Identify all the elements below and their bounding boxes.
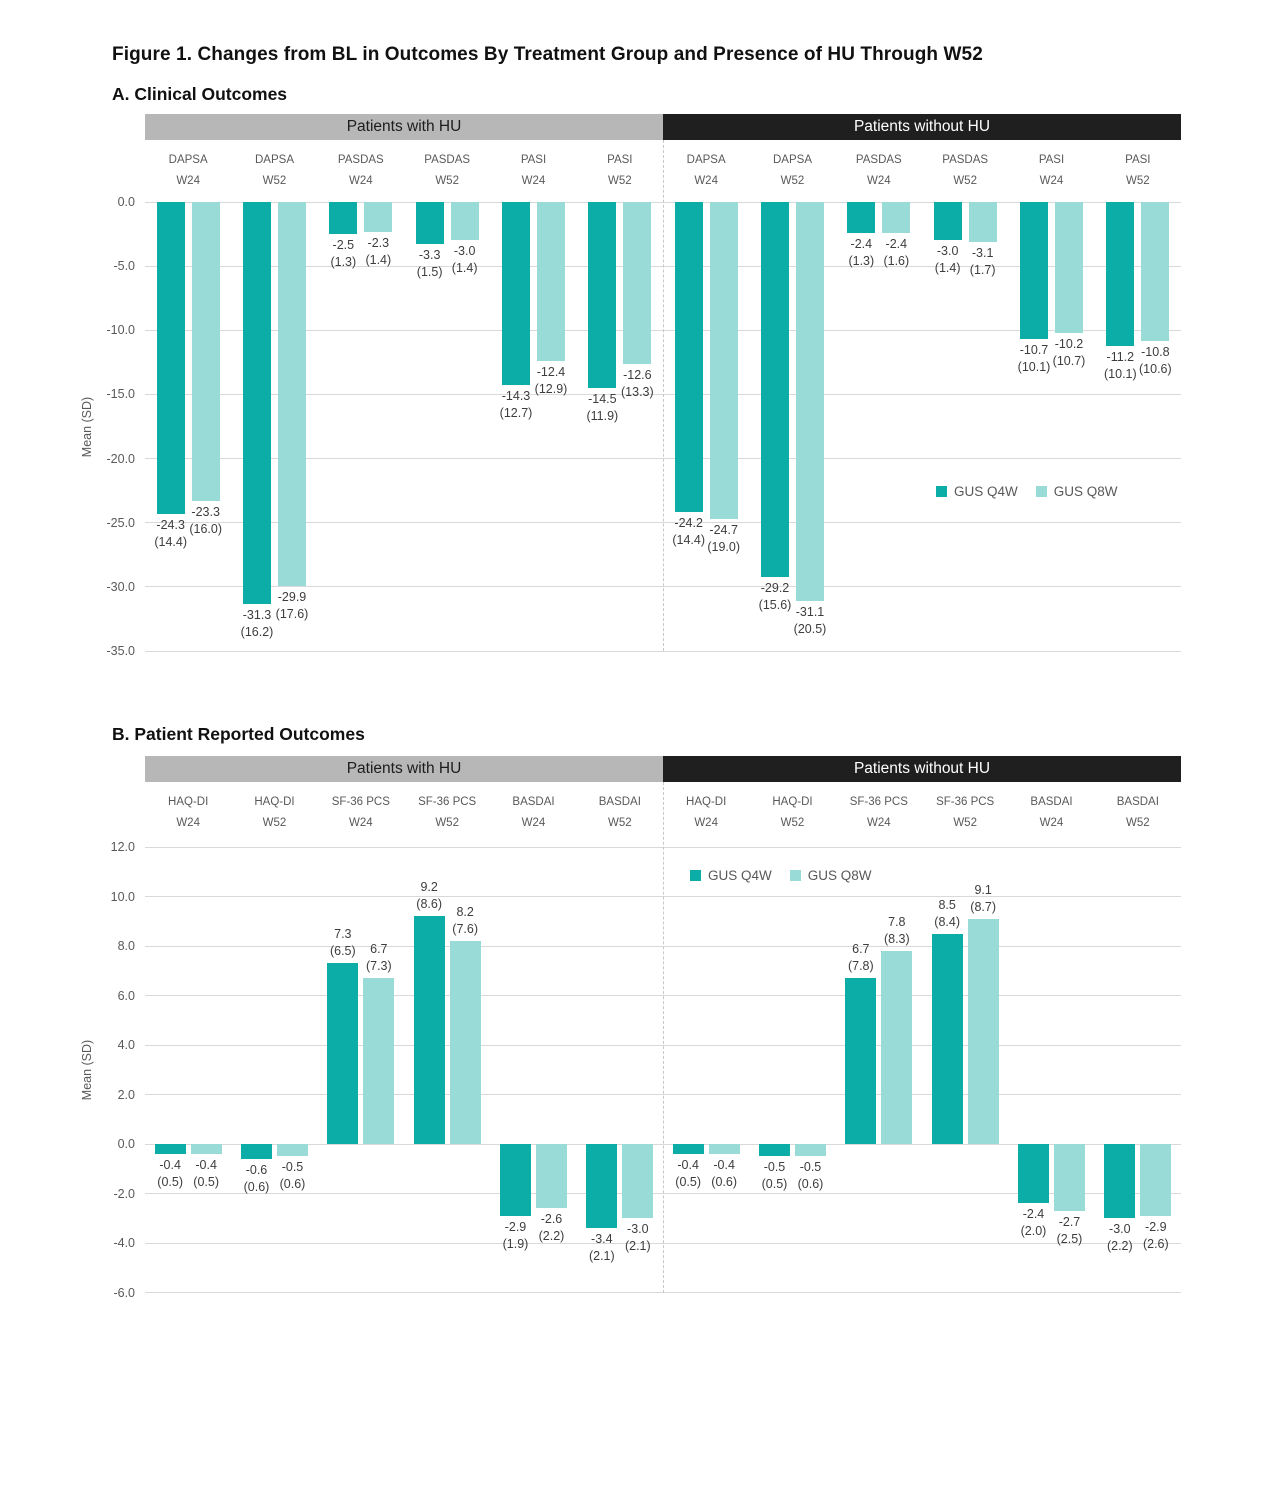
category-label-pasi-w52: PASI W52: [607, 154, 633, 187]
category-label-pasi-w52: PASI W52: [1125, 154, 1151, 187]
bar-gus-q8w-basdai-w24-without-hu: [1054, 1144, 1085, 1211]
bar-gus-q4w-basdai-w52-with-hu: [586, 1144, 617, 1228]
category-label-pasdas-w24: PASDAS W24: [855, 154, 902, 187]
bar-value-label: -29.2 (15.6): [758, 580, 792, 612]
bar-gus-q4w-basdai-w52-without-hu: [1104, 1144, 1135, 1218]
bar-gus-q8w-pasi-w24-with-hu: [537, 202, 565, 361]
figure-title: Figure 1. Changes from BL in Outcomes By Treatment Group and Presence of HU Through W52: [112, 44, 983, 65]
y-axis-title: Mean (SD): [80, 1039, 94, 1100]
category-label-pasdas-w24: PASDAS W24: [337, 154, 384, 187]
bar-gus-q4w-pasi-w24-without-hu: [1020, 202, 1048, 339]
category-label-pasi-w24: PASI W24: [1038, 154, 1065, 187]
bar-value-label: -29.9 (17.6): [275, 589, 309, 621]
bar-value-label: 9.1 (8.7): [970, 882, 996, 914]
bar-value-label: -3.3 (1.5): [416, 248, 443, 280]
bar-value-label: -0.4 (0.6): [711, 1157, 737, 1189]
bar-value-label: -0.5 (0.5): [761, 1160, 788, 1192]
bar-gus-q8w-pasi-w52-with-hu: [623, 202, 651, 364]
y-tick-label: 2.0: [117, 1087, 135, 1102]
bar-value-label: 7.8 (8.3): [883, 914, 910, 946]
bar-gus-q4w-dapsa-w52-with-hu: [243, 202, 271, 604]
bar-gus-q4w-basdai-w24-with-hu: [500, 1144, 531, 1216]
y-tick-label: -15.0: [106, 387, 135, 402]
bar-gus-q4w-pasdas-w24-with-hu: [329, 202, 357, 234]
bar-gus-q8w-haq-di-w52-without-hu: [795, 1144, 826, 1156]
bar-value-label: -24.3 (14.4): [154, 517, 187, 549]
bar-gus-q4w-pasdas-w24-without-hu: [847, 202, 875, 233]
bar-gus-q8w-pasdas-w52-with-hu: [451, 202, 479, 240]
category-label-pasi-w24: PASI W24: [520, 154, 547, 187]
bar-gus-q4w-sf-36-pcs-w24-with-hu: [327, 963, 358, 1144]
bar-gus-q4w-pasdas-w52-with-hu: [416, 202, 444, 244]
bar-value-label: -3.4 (2.1): [588, 1232, 615, 1264]
y-tick-label: -10.0: [106, 323, 135, 338]
category-label-basdai-w24: BASDAI W24: [512, 796, 555, 829]
legend-swatch-gus-q8w: [1036, 486, 1047, 497]
category-label-pasdas-w52: PASDAS W52: [942, 154, 989, 187]
bar-value-label: -14.5 (11.9): [586, 392, 619, 424]
bar-gus-q4w-dapsa-w24-with-hu: [157, 202, 185, 514]
category-label-haq-di-w52: HAQ-DI W52: [254, 796, 295, 829]
bar-value-label: -2.6 (2.2): [538, 1212, 565, 1244]
group-header-patients-without-hu: Patients without HU: [663, 756, 1181, 782]
bar-value-label: -2.4 (1.3): [848, 236, 875, 268]
bar-value-label: 7.3 (6.5): [329, 927, 356, 959]
bar-gus-q4w-basdai-w24-without-hu: [1018, 1144, 1049, 1203]
bar-gus-q8w-basdai-w52-without-hu: [1140, 1144, 1171, 1216]
category-label-sf-36-pcs-w52: SF-36 PCS W52: [418, 796, 477, 829]
panel-a-title: A. Clinical Outcomes: [112, 84, 288, 104]
category-label-pasdas-w52: PASDAS W52: [424, 154, 471, 187]
legend-item-gus-q4w: [690, 868, 772, 883]
bar-gus-q8w-sf-36-pcs-w24-without-hu: [881, 951, 912, 1144]
bar-gus-q4w-haq-di-w24-without-hu: [673, 1144, 704, 1154]
bar-gus-q4w-sf-36-pcs-w52-without-hu: [932, 934, 963, 1144]
bar-value-label: -10.2 (10.7): [1052, 336, 1086, 368]
panel-b-title: B. Patient Reported Outcomes: [112, 724, 365, 744]
bar-value-label: -14.3 (12.7): [499, 389, 533, 421]
bar-value-label: -31.3 (16.2): [240, 607, 274, 639]
bar-value-label: -24.7 (19.0): [707, 522, 740, 554]
bar-value-label: -10.7 (10.1): [1017, 343, 1051, 375]
category-label-basdai-w52: BASDAI W52: [598, 796, 641, 829]
group-header-patients-with-hu: Patients with HU: [145, 114, 663, 140]
bar-gus-q8w-pasdas-w24-with-hu: [364, 202, 392, 232]
bar-value-label: -3.1 (1.7): [969, 245, 996, 277]
bar-gus-q8w-haq-di-w24-with-hu: [191, 1144, 222, 1154]
bar-gus-q8w-basdai-w52-with-hu: [622, 1144, 653, 1218]
bar-value-label: -0.5 (0.6): [797, 1160, 824, 1192]
bar-value-label: 6.7 (7.3): [365, 942, 392, 974]
category-label-sf-36-pcs-w24: SF-36 PCS W24: [331, 796, 390, 829]
bar-value-label: 9.2 (8.6): [416, 880, 442, 912]
y-tick-label: -2.0: [113, 1186, 135, 1201]
bar-value-label: -2.7 (2.5): [1056, 1214, 1083, 1246]
bar-gus-q8w-haq-di-w24-without-hu: [709, 1144, 740, 1154]
bar-value-label: -0.6 (0.6): [243, 1162, 270, 1194]
y-tick-label: 0.0: [117, 195, 135, 209]
bar-gus-q4w-dapsa-w24-without-hu: [675, 202, 703, 512]
bar-gus-q8w-sf-36-pcs-w52-with-hu: [450, 941, 481, 1144]
legend-item-gus-q8w: [1036, 484, 1118, 499]
bar-value-label: -24.2 (14.4): [672, 516, 705, 548]
y-tick-label: 6.0: [117, 988, 135, 1003]
bar-gus-q8w-dapsa-w24-with-hu: [192, 202, 220, 501]
bar-value-label: -0.4 (0.5): [157, 1157, 183, 1189]
bar-gus-q8w-sf-36-pcs-w24-with-hu: [363, 978, 394, 1144]
category-label-haq-di-w52: HAQ-DI W52: [772, 796, 813, 829]
y-tick-label: -20.0: [106, 451, 135, 466]
bar-gus-q4w-haq-di-w24-with-hu: [155, 1144, 186, 1154]
legend-label: GUS Q8W: [807, 868, 872, 883]
bar-value-label: -2.4 (2.0): [1020, 1207, 1047, 1239]
category-label-basdai-w52: BASDAI W52: [1116, 796, 1159, 829]
y-tick-label: 0.0: [117, 1137, 135, 1151]
legend-label: GUS Q4W: [708, 868, 772, 883]
bar-gus-q4w-haq-di-w52-with-hu: [241, 1144, 272, 1159]
bar-gus-q4w-pasi-w52-with-hu: [588, 202, 616, 388]
legend-item-gus-q8w: [790, 868, 872, 883]
bar-value-label: 6.7 (7.8): [847, 942, 874, 974]
bar-value-label: -23.3 (16.0): [189, 504, 222, 536]
bar-gus-q8w-basdai-w24-with-hu: [536, 1144, 567, 1208]
bar-value-label: -2.9 (2.6): [1142, 1219, 1169, 1251]
category-label-basdai-w24: BASDAI W24: [1030, 796, 1073, 829]
bar-gus-q8w-dapsa-w52-without-hu: [796, 202, 824, 601]
category-label-dapsa-w52: DAPSA W52: [255, 154, 294, 187]
bar-value-label: -10.8 (10.6): [1139, 344, 1172, 376]
bar-value-label: -11.2 (10.1): [1104, 349, 1137, 381]
bar-value-label: -3.0 (1.4): [934, 244, 961, 276]
bar-value-label: -12.4 (12.9): [534, 365, 568, 397]
legend-swatch-gus-q4w: [936, 486, 947, 497]
bar-gus-q8w-haq-di-w52-with-hu: [277, 1144, 308, 1156]
legend-label: GUS Q4W: [954, 484, 1018, 499]
y-tick-label: 10.0: [110, 889, 135, 904]
bar-gus-q8w-sf-36-pcs-w52-without-hu: [968, 919, 999, 1144]
bar-gus-q4w-haq-di-w52-without-hu: [759, 1144, 790, 1156]
bar-value-label: 8.5 (8.4): [934, 897, 960, 929]
y-tick-label: -6.0: [113, 1285, 135, 1300]
bar-gus-q4w-sf-36-pcs-w24-without-hu: [845, 978, 876, 1144]
legend-label: GUS Q8W: [1053, 484, 1118, 499]
bar-gus-q4w-pasi-w24-with-hu: [502, 202, 530, 385]
y-tick-label: -30.0: [106, 579, 135, 594]
group-header-patients-with-hu: Patients with HU: [145, 756, 663, 782]
bar-value-label: -2.4 (1.6): [883, 236, 910, 268]
bar-value-label: -3.0 (2.2): [1106, 1222, 1133, 1254]
bar-value-label: -31.1 (20.5): [793, 605, 827, 636]
bar-gus-q8w-dapsa-w24-without-hu: [710, 202, 738, 519]
legend-swatch-gus-q4w: [690, 870, 701, 881]
category-label-dapsa-w24: DAPSA W24: [686, 154, 726, 187]
bar-gus-q8w-pasdas-w52-without-hu: [969, 202, 997, 242]
section-divider: [663, 782, 664, 1293]
y-tick-label: 4.0: [117, 1038, 135, 1052]
bar-value-label: -0.4 (0.5): [675, 1157, 701, 1189]
bar-value-label: -12.6 (13.3): [621, 367, 654, 399]
bar-value-label: -3.0 (2.1): [624, 1222, 651, 1254]
bar-value-label: -2.9 (1.9): [502, 1219, 529, 1251]
bar-value-label: -2.3 (1.4): [365, 235, 392, 267]
bar-value-label: -0.5 (0.6): [279, 1160, 306, 1192]
legend-swatch-gus-q8w: [790, 870, 801, 881]
category-label-haq-di-w24: HAQ-DI W24: [168, 796, 209, 829]
y-tick-label: -35.0: [106, 644, 135, 659]
bar-gus-q4w-dapsa-w52-without-hu: [761, 202, 789, 577]
legend: [936, 484, 1118, 499]
bar-gus-q4w-pasi-w52-without-hu: [1106, 202, 1134, 346]
category-label-haq-di-w24: HAQ-DI W24: [686, 796, 727, 829]
category-label-dapsa-w24: DAPSA W24: [168, 154, 208, 187]
bar-gus-q8w-pasdas-w24-without-hu: [882, 202, 910, 233]
y-tick-label: 8.0: [117, 939, 135, 953]
bar-value-label: -2.5 (1.3): [330, 238, 357, 270]
y-tick-label: -25.0: [106, 515, 135, 530]
y-tick-label: -5.0: [113, 259, 135, 274]
group-header-patients-without-hu: Patients without HU: [663, 114, 1181, 140]
bar-value-label: 8.2 (7.6): [452, 905, 478, 937]
bar-gus-q8w-pasi-w24-without-hu: [1055, 202, 1083, 333]
legend-item-gus-q4w: [936, 484, 1018, 499]
category-label-sf-36-pcs-w24: SF-36 PCS W24: [849, 796, 908, 829]
bar-gus-q4w-sf-36-pcs-w52-with-hu: [414, 916, 445, 1144]
bar-gus-q8w-dapsa-w52-with-hu: [278, 202, 306, 586]
bar-value-label: -0.4 (0.5): [193, 1157, 219, 1189]
category-label-dapsa-w52: DAPSA W52: [773, 154, 812, 187]
bar-gus-q8w-pasi-w52-without-hu: [1141, 202, 1169, 341]
y-axis-title: Mean (SD): [80, 396, 94, 457]
category-label-sf-36-pcs-w52: SF-36 PCS W52: [936, 796, 995, 829]
legend: [690, 868, 872, 883]
y-tick-label: -4.0: [113, 1236, 135, 1250]
y-tick-label: 12.0: [110, 840, 135, 854]
bar-gus-q4w-pasdas-w52-without-hu: [934, 202, 962, 240]
bar-value-label: -3.0 (1.4): [451, 244, 478, 276]
